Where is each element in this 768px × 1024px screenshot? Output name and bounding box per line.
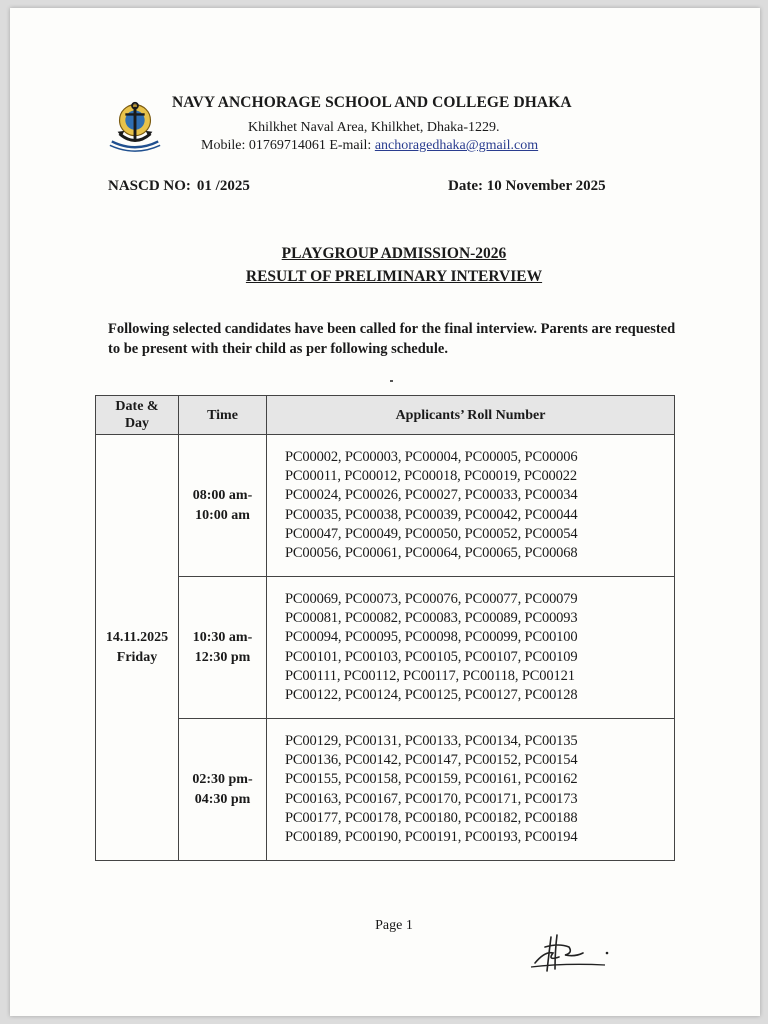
school-contact bbox=[201, 138, 538, 154]
roll-line: PC00069, PC00073, PC00076, PC00077, PC00079 bbox=[285, 590, 578, 607]
header-date-line2: Day bbox=[124, 416, 150, 431]
roll-line: PC00081, PC00082, PC00083, PC00089, PC00093 bbox=[285, 609, 578, 626]
time-slot-3 bbox=[179, 719, 267, 861]
roll-line: PC00129, PC00131, PC00133, PC00134, PC00135 bbox=[285, 732, 578, 749]
school-anchor-emblem-icon bbox=[106, 96, 164, 156]
table-row bbox=[96, 719, 675, 861]
time-slot-1 bbox=[179, 435, 267, 577]
date-day-cell bbox=[96, 435, 179, 861]
header-roll-numbers: Applicants’ Roll Number bbox=[267, 396, 675, 435]
email-link[interactable]: anchoragedhaka@gmail.com bbox=[374, 138, 539, 153]
school-name: NAVY ANCHORAGE SCHOOL AND COLLEGE DHAKA bbox=[172, 94, 572, 111]
roll-line: PC00047, PC00049, PC00050, PC00052, PC00054 bbox=[285, 525, 578, 542]
table-row bbox=[96, 577, 675, 719]
time-slot-2 bbox=[179, 577, 267, 719]
roll-line: PC00024, PC00026, PC00027, PC00033, PC00034 bbox=[285, 487, 578, 504]
header-date-day bbox=[96, 396, 179, 435]
page-number: Page 1 bbox=[375, 918, 413, 933]
roll-line: PC00155, PC00158, PC00159, PC00161, PC00162 bbox=[285, 771, 578, 788]
school-address: Khilkhet Naval Area, Khilkhet, Dhaka-1229. bbox=[248, 120, 500, 135]
reference-number bbox=[108, 178, 250, 195]
time-start: 08:00 am- bbox=[192, 487, 253, 503]
reference-label: NASCD NO: bbox=[108, 178, 191, 194]
notice-title: PLAYGROUP ADMISSION-2026 bbox=[281, 245, 507, 262]
reference-value: 01 /2025 bbox=[196, 178, 250, 194]
signature-icon bbox=[525, 923, 620, 978]
interview-day: Friday bbox=[116, 649, 158, 665]
roll-line: PC00122, PC00124, PC00125, PC00127, PC00128 bbox=[285, 687, 578, 704]
header-date-line1: Date & bbox=[115, 399, 159, 414]
roll-line: PC00136, PC00142, PC00147, PC00152, PC00154 bbox=[285, 751, 578, 768]
roll-line: PC00189, PC00190, PC00191, PC00193, PC00194 bbox=[285, 829, 578, 846]
time-end: 04:30 pm bbox=[194, 791, 251, 807]
stray-mark bbox=[390, 380, 393, 382]
roll-line: PC00163, PC00167, PC00170, PC00171, PC00173 bbox=[285, 790, 578, 807]
table-header-row bbox=[96, 396, 675, 435]
roll-line: PC00011, PC00012, PC00018, PC00019, PC00022 bbox=[285, 467, 577, 484]
header-time: Time bbox=[179, 396, 267, 435]
document-page bbox=[10, 8, 760, 1016]
roll-line: PC00111, PC00112, PC00117, PC00118, PC00121 bbox=[285, 667, 575, 684]
roll-line: PC00101, PC00103, PC00105, PC00107, PC00109 bbox=[285, 648, 578, 665]
roll-line: PC00035, PC00038, PC00039, PC00042, PC00044 bbox=[285, 506, 578, 523]
interview-date: 14.11.2025 bbox=[105, 629, 169, 645]
roll-list-1 bbox=[267, 435, 675, 577]
notice-subtitle: RESULT OF PRELIMINARY INTERVIEW bbox=[245, 268, 543, 285]
roll-line: PC00002, PC00003, PC00004, PC00005, PC00006 bbox=[285, 448, 578, 465]
issue-date: Date: 10 November 2025 bbox=[448, 178, 606, 194]
roll-list-2 bbox=[267, 577, 675, 719]
roll-list-3 bbox=[267, 719, 675, 861]
time-end: 10:00 am bbox=[195, 507, 250, 523]
time-start: 02:30 pm- bbox=[192, 771, 253, 787]
time-start: 10:30 am- bbox=[192, 629, 253, 645]
contact-mobile: Mobile: 01769714061 E-mail: bbox=[201, 138, 375, 153]
roll-line: PC00177, PC00178, PC00180, PC00182, PC00188 bbox=[285, 809, 578, 826]
time-end: 12:30 pm bbox=[194, 649, 251, 665]
roll-line: PC00094, PC00095, PC00098, PC00099, PC00100 bbox=[285, 629, 578, 646]
schedule-table bbox=[95, 395, 675, 861]
table-row bbox=[96, 435, 675, 577]
roll-line: PC00056, PC00061, PC00064, PC00065, PC00068 bbox=[285, 545, 578, 562]
intro-paragraph: Following selected candidates have been called for the final interview. Parents are requested to be present with their child as per following schedule. bbox=[108, 321, 676, 357]
